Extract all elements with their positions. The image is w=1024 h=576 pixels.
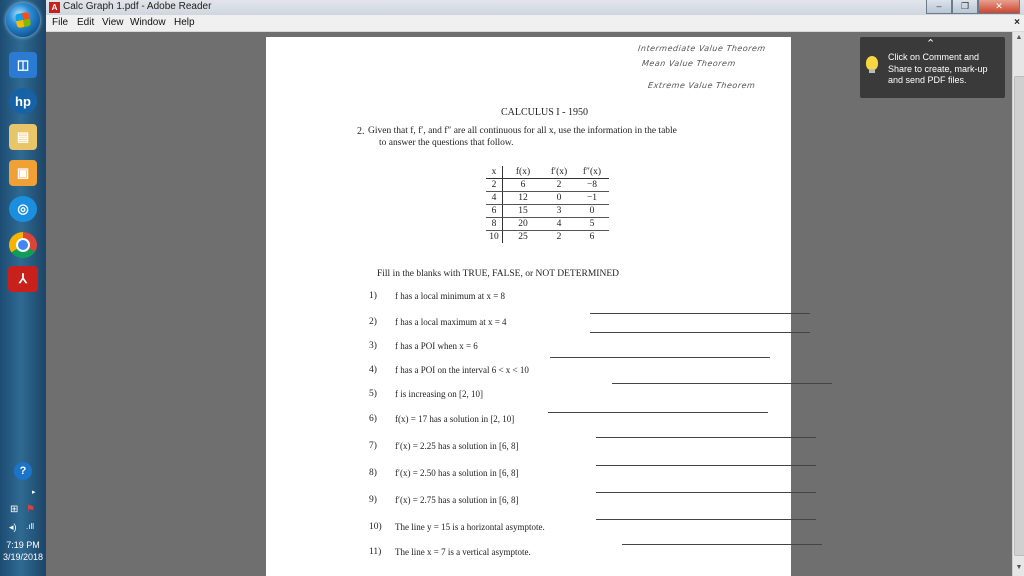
vertical-scrollbar[interactable] [1012,32,1024,576]
table-cell: −8 [575,179,609,192]
question-text: The line y = 15 is a horizontal asymptote. [395,522,545,532]
question-text: f(x) = 17 has a solution in [2, 10] [395,414,515,424]
question-number: 7) [369,441,377,451]
answer-blank [550,357,770,358]
table-cell: −1 [575,192,609,205]
table-cell: 0 [575,205,609,218]
question-text: f is increasing on [2, 10] [395,389,483,399]
answer-blank [548,412,768,413]
question-number: 2) [369,317,377,327]
handwritten-note: Extreme Value Theorem [647,81,756,90]
question-number: 5) [369,389,377,399]
tray-network-icon[interactable]: ⊞ [10,504,19,515]
question-text: Given that f, f′, and f″ are all continuous for all x, use the information in the table [368,126,677,136]
scroll-up-icon[interactable]: ▲ [1015,34,1023,41]
tray-flag-icon[interactable]: ⚑ [26,504,35,515]
table-cell: 0 [543,192,575,205]
question-item [266,522,791,542]
menu-window[interactable]: Window [130,17,166,28]
menu-help[interactable]: Help [174,17,195,28]
restore-button[interactable]: ❐ [952,0,978,14]
answer-blank [622,544,822,545]
chevron-up-icon[interactable]: ⌃ [926,38,936,50]
table-cell: 10 [486,231,503,244]
question-number: 3) [369,341,377,351]
question-text: f has a local minimum at x = 8 [395,291,506,301]
question-item [266,441,791,461]
table-cell: 12 [503,192,544,205]
question-number: 4) [369,365,377,375]
question-item [266,389,791,409]
table-cell: 25 [518,232,528,242]
table-cell: 6 [486,205,503,218]
menu-file[interactable]: File [52,17,69,28]
table-header: f(x) [503,166,544,179]
table-cell: 8 [486,218,503,231]
answer-blank [596,519,816,520]
tooltip-text: Click on Comment and Share to create, mark-up and send PDF files. [888,52,988,85]
table-cell: 6 [503,179,544,192]
question-text: f has a POI on the interval 6 < x < 10 [395,365,529,375]
table-header: f″(x) [575,166,609,179]
media-icon[interactable]: ▣ [9,160,37,186]
question-text: f′(x) = 2.25 has a solution in [6, 8] [395,441,519,451]
question-text: f′(x) = 2.50 has a solution in [6, 8] [395,468,519,478]
table-cell: 4 [543,218,575,231]
table-cell: 6 [589,232,595,242]
clock-date: 3/19/2018 [2,552,44,562]
data-table [486,166,609,243]
answer-blank [596,465,816,466]
question-item [266,365,791,385]
table-header: f′(x) [543,166,575,179]
question-text: f′(x) = 2.75 has a solution in [6, 8] [395,495,519,505]
question-number: 1) [369,291,377,301]
table-header: x [486,166,503,179]
question-number: 8) [369,468,377,478]
table-row [486,205,609,218]
table-cell: 3 [543,205,575,218]
help-icon[interactable]: ? [14,462,32,480]
table-header-row [486,166,609,179]
table-row [486,192,609,205]
close-button[interactable]: ✕ [978,0,1020,14]
instructions: Fill in the blanks with TRUE, FALSE, or NOT DETERMINED [377,269,619,279]
question-item [266,495,791,515]
menu-edit[interactable]: Edit [77,17,95,28]
scrollbar-thumb[interactable] [1014,76,1024,556]
close-document-icon[interactable]: × [1014,17,1020,28]
answer-blank [612,383,832,384]
question-item [266,468,791,488]
adobe-reader-icon: A [49,2,60,13]
table-cell: 15 [503,205,544,218]
file-explorer-icon[interactable]: ▤ [9,124,37,150]
table-cell: 5 [575,218,609,231]
table-row [486,218,609,231]
question-text: to answer the questions that follow. [379,138,514,148]
question-item [266,291,791,311]
taskbar [0,0,46,576]
table-cell: 20 [503,218,544,231]
question-number: 6) [369,414,377,424]
question-item [266,547,791,567]
table-cell: 4 [486,192,503,205]
question-item [266,317,791,337]
title-bar[interactable] [46,0,1024,15]
question-number: 10) [369,522,382,532]
windows-logo-icon [15,12,31,28]
volume-icon[interactable]: ◂) [9,522,17,532]
question-text: f has a local maximum at x = 4 [395,317,507,327]
answer-blank [596,492,816,493]
window-controls [926,0,1020,14]
table-cell: 2 [543,179,575,192]
handwritten-note: Mean Value Theorem [641,59,737,68]
browser-icon[interactable]: ◎ [9,196,37,222]
question-number: 9) [369,495,377,505]
question-number: 11) [369,547,382,557]
question-item [266,414,791,434]
minimize-button[interactable]: – [926,0,952,14]
hp-icon[interactable]: hp [9,88,37,114]
lightbulb-icon [866,56,878,70]
signal-icon[interactable]: .ıll [26,522,34,531]
table-cell: 2 [486,179,503,192]
taskbar-app-icon[interactable]: ◫ [9,52,37,78]
handwritten-note: Intermediate Value Theorem [637,44,767,53]
pdf-page [266,37,791,576]
start-button[interactable] [6,3,40,37]
clock[interactable] [0,539,46,563]
clock-time: 7:19 PM [6,540,40,550]
comment-share-tooltip[interactable] [860,37,1005,98]
window-title: Calc Graph 1.pdf - Adobe Reader [63,1,212,12]
answer-blank [590,313,810,314]
question-text: f has a POI when x = 6 [395,341,478,351]
table-row [486,179,609,192]
adobe-reader-window [46,0,1024,576]
course-title: CALCULUS I - 1950 [501,107,588,118]
scroll-down-icon[interactable]: ▼ [1015,564,1023,571]
tray-expand-icon[interactable]: ▸ [32,489,36,496]
table-row [486,231,609,244]
menu-bar [46,15,1024,32]
question-number: 2. [357,126,365,137]
menu-view[interactable]: View [102,17,124,28]
answer-blank [596,437,816,438]
table-cell: 2 [556,232,562,242]
question-text: The line x = 7 is a vertical asymptote. [395,547,531,557]
question-item [266,341,791,361]
answer-blank [590,332,810,333]
adobe-reader-icon[interactable]: ⅄ [8,266,38,292]
chrome-icon[interactable] [9,232,37,258]
